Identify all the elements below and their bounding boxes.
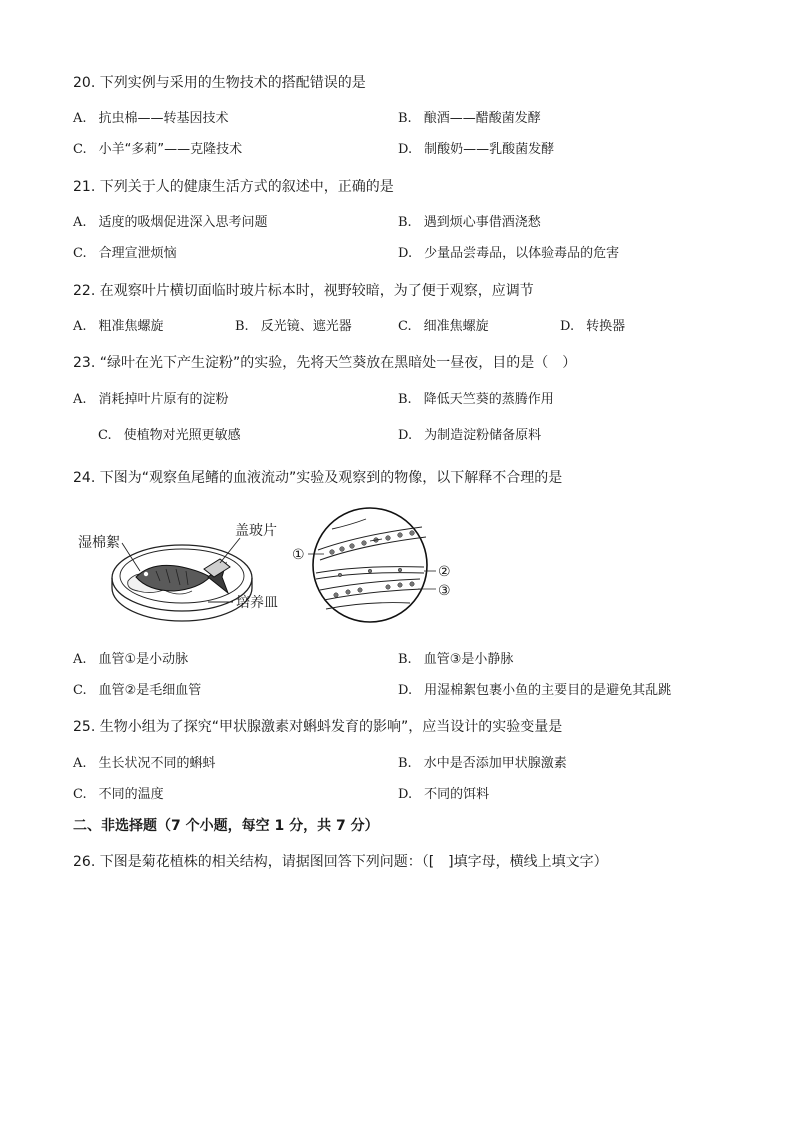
question-20-option-c xyxy=(73,141,242,159)
option-label: A. xyxy=(73,111,87,126)
question-24-option-b xyxy=(398,651,513,669)
question-22-option-c xyxy=(398,318,489,336)
option-text: 用湿棉絮包裹小鱼的主要目的是避免其乱跳 xyxy=(424,683,672,698)
option-text: 遇到烦心事借酒浇愁 xyxy=(423,215,541,230)
option-label: D. xyxy=(398,246,413,261)
microscope-view-illustration xyxy=(313,508,427,622)
question-23-option-b xyxy=(398,391,554,409)
marker-3: ③ xyxy=(438,583,451,599)
question-21-option-d xyxy=(398,245,619,263)
question-25-option-a xyxy=(73,755,216,773)
option-text: 血管③是小静脉 xyxy=(423,652,514,667)
fish-tail-blood-flow-figure xyxy=(70,505,470,630)
option-label: A. xyxy=(73,392,87,407)
option-text: 使植物对光照更敏感 xyxy=(123,428,241,443)
option-text: 适度的吸烟促进深入思考问题 xyxy=(98,215,268,230)
question-22-option-b xyxy=(235,318,352,336)
question-25-option-d xyxy=(398,786,489,804)
option-label: D. xyxy=(560,319,575,334)
option-label: C. xyxy=(73,142,87,157)
question-23-option-a xyxy=(73,391,229,409)
option-label: D. xyxy=(398,787,413,802)
option-text: 合理宣泄烦恼 xyxy=(98,246,177,261)
option-label: B. xyxy=(398,215,412,230)
question-21-option-a xyxy=(73,214,268,232)
option-text: 细准焦螺旋 xyxy=(423,319,489,334)
option-label: C. xyxy=(73,683,87,698)
option-label: A. xyxy=(73,215,87,230)
option-text: 转换器 xyxy=(586,319,626,334)
question-26-stem: 26. 下图是菊花植株的相关结构，请据图回答下列问题：（[ ]填字母，横线上填文字） xyxy=(73,854,608,870)
option-text: 血管①是小动脉 xyxy=(98,652,189,667)
question-21-option-b xyxy=(398,214,541,232)
question-20-option-a xyxy=(73,110,229,128)
section-2-title: 二、非选择题（7 个小题，每空 1 分，共 7 分） xyxy=(73,818,379,834)
option-text: 降低天竺葵的蒸腾作用 xyxy=(423,392,554,407)
question-23-option-d xyxy=(398,427,541,445)
question-23-stem: 23. “绿叶在光下产生淀粉”的实验，先将天竺葵放在黑暗处一昼夜，目的是（ ） xyxy=(73,355,577,371)
option-text: 水中是否添加甲状腺激素 xyxy=(423,756,567,771)
petri-dish-illustration xyxy=(112,545,252,621)
marker-2: ② xyxy=(438,564,451,580)
label-wet-cotton: 湿棉絮 xyxy=(78,535,120,551)
option-text: 不同的温度 xyxy=(98,787,164,802)
option-text: 反光镜、遮光器 xyxy=(260,319,352,334)
option-label: B. xyxy=(398,392,412,407)
option-label: B. xyxy=(398,756,412,771)
question-20-option-d xyxy=(398,141,554,159)
option-label: C. xyxy=(73,246,87,261)
question-25-stem: 25. 生物小组为了探究“甲状腺激素对蝌蚪发育的影响”，应当设计的实验变量是 xyxy=(73,719,563,735)
option-text: 酿酒——醋酸菌发酵 xyxy=(423,111,541,126)
question-25-option-b xyxy=(398,755,567,773)
question-24-option-d xyxy=(398,682,671,700)
question-20-stem: 20. 下列实例与采用的生物技术的搭配错误的是 xyxy=(73,75,366,91)
option-label: B. xyxy=(398,111,412,126)
question-24-option-a xyxy=(73,651,188,669)
question-22-option-a xyxy=(73,318,164,336)
marker-1: ① xyxy=(292,547,305,563)
option-text: 生长状况不同的蝌蚪 xyxy=(98,756,216,771)
option-label: A. xyxy=(73,319,87,334)
option-text: 粗准焦螺旋 xyxy=(98,319,164,334)
option-label: B. xyxy=(235,319,249,334)
question-24-option-c xyxy=(73,682,201,700)
option-text: 小羊“多莉”——克隆技术 xyxy=(98,142,243,157)
option-text: 不同的饵料 xyxy=(424,787,490,802)
question-21-option-c xyxy=(73,245,177,263)
option-label: C. xyxy=(98,428,112,443)
option-text: 少量品尝毒品，以体验毒品的危害 xyxy=(424,246,620,261)
option-label: D. xyxy=(398,142,413,157)
option-label: D. xyxy=(398,428,413,443)
option-text: 消耗掉叶片原有的淀粉 xyxy=(98,392,229,407)
option-text: 血管②是毛细血管 xyxy=(98,683,202,698)
option-text: 制酸奶——乳酸菌发酵 xyxy=(424,142,555,157)
option-text: 为制造淀粉储备原料 xyxy=(424,428,542,443)
option-label: C. xyxy=(398,319,412,334)
question-22-stem: 22. 在观察叶片横切面临时玻片标本时，视野较暗，为了便于观察，应调节 xyxy=(73,283,534,299)
label-cover-slip: 盖玻片 xyxy=(235,523,277,539)
question-20-option-b xyxy=(398,110,541,128)
option-label: A. xyxy=(73,756,87,771)
option-label: A. xyxy=(73,652,87,667)
question-23-option-c xyxy=(98,427,241,445)
question-25-option-c xyxy=(73,786,164,804)
question-24-stem: 24. 下图为“观察鱼尾鳍的血液流动”实验及观察到的物像，以下解释不合理的是 xyxy=(73,470,563,486)
question-21-stem: 21. 下列关于人的健康生活方式的叙述中，正确的是 xyxy=(73,179,394,195)
option-label: D. xyxy=(398,683,413,698)
option-label: C. xyxy=(73,787,87,802)
label-petri-dish: 培养皿 xyxy=(236,595,278,611)
option-text: 抗虫棉——转基因技术 xyxy=(98,111,229,126)
question-22-option-d xyxy=(560,318,625,336)
option-label: B. xyxy=(398,652,412,667)
